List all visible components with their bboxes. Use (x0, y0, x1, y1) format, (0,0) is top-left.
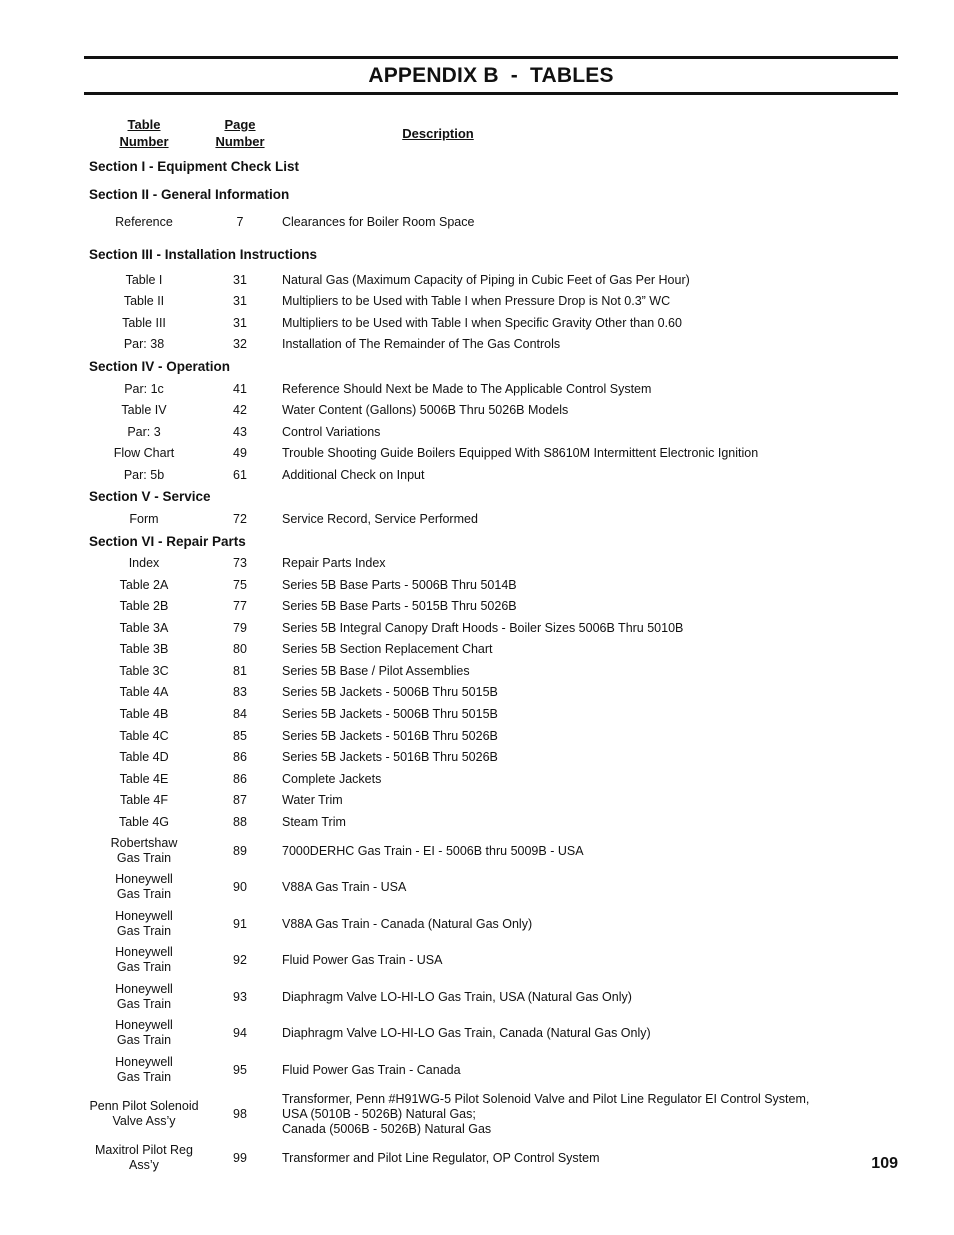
table-number-cell: Table 4B (119, 706, 169, 721)
description-cell: Series 5B Section Replacement Chart (282, 641, 493, 656)
page-number-cell: 42 (233, 402, 247, 417)
page-number-cell: 99 (233, 1150, 247, 1165)
table-number-cell: Flow Chart (113, 445, 175, 460)
table-number-cell: Table 4G (118, 814, 170, 829)
section-heading: Section IV - Operation (89, 359, 231, 374)
description-cell: Transformer and Pilot Line Regulator, OP Control System (282, 1150, 600, 1165)
table-number-cell: Table 2B (119, 598, 169, 613)
description-cell: Multipliers to be Used with Table I when Pressure Drop is Not 0.3” WC (282, 293, 671, 308)
page-title: APPENDIX B - TABLES (368, 63, 614, 87)
table-number-cell: Honeywell Gas Train (115, 872, 173, 901)
description-cell: Clearances for Boiler Room Space (282, 214, 475, 229)
table-row (0, 334, 954, 354)
table-row (0, 553, 954, 573)
table-row (0, 618, 954, 638)
table-row (0, 908, 954, 940)
description-cell: 7000DERHC Gas Train - EI - 5006B thru 5009B - USA (282, 843, 584, 858)
page-number-cell: 73 (233, 555, 247, 570)
table-number-cell: Honeywell Gas Train (115, 1018, 173, 1047)
description-cell: Fluid Power Gas Train - USA (282, 952, 443, 967)
description-cell: Trouble Shooting Guide Boilers Equipped With S8610M Intermittent Electronic Ignition (282, 445, 759, 460)
table-number-cell: Table I (125, 272, 163, 287)
table-row (0, 1054, 954, 1086)
page-number-cell: 61 (233, 467, 247, 482)
description-cell: Steam Trim (282, 814, 346, 829)
page-number-cell: 85 (233, 728, 247, 743)
table-row (0, 1090, 954, 1138)
table-number-cell: Honeywell Gas Train (115, 1055, 173, 1084)
table-number-cell: Robertshaw Gas Train (110, 836, 178, 865)
table-number-cell: Penn Pilot Solenoid Valve Ass’y (89, 1099, 199, 1128)
description-cell: Reference Should Next be Made to The Applicable Control System (282, 381, 652, 396)
table-number-cell: Par: 3 (127, 424, 161, 439)
page-number-cell: 43 (233, 424, 247, 439)
table-number-cell: Honeywell Gas Train (115, 909, 173, 938)
description-cell: Diaphragm Valve LO-HI-LO Gas Train, Canada (Natural Gas Only) (282, 1025, 651, 1040)
description-cell: Natural Gas (Maximum Capacity of Piping in Cubic Feet of Gas Per Hour) (282, 272, 690, 287)
description-cell: Installation of The Remainder of The Gas Controls (282, 336, 561, 351)
page-number-cell: 90 (233, 879, 247, 894)
table-row (0, 704, 954, 724)
table-number-cell: Reference (115, 214, 173, 229)
section-heading: Section II - General Information (89, 187, 290, 202)
table-row (0, 443, 954, 463)
table-row (0, 871, 954, 903)
page-number-cell: 72 (233, 511, 247, 526)
page-number-cell: 95 (233, 1062, 247, 1077)
table-row (0, 1017, 954, 1049)
table-number-cell: Par: 38 (123, 336, 165, 351)
page-number-cell: 92 (233, 952, 247, 967)
section-heading: Section I - Equipment Check List (89, 159, 300, 174)
table-row (0, 726, 954, 746)
table-row (0, 313, 954, 333)
description-cell: Series 5B Jackets - 5016B Thru 5026B (282, 749, 498, 764)
table-row (0, 422, 954, 442)
table-number-cell: Form (129, 511, 159, 526)
page-number-cell: 80 (233, 641, 247, 656)
description-cell: Series 5B Jackets - 5006B Thru 5015B (282, 684, 498, 699)
section-heading: Section VI - Repair Parts (89, 534, 246, 549)
page-number-cell: 94 (233, 1025, 247, 1040)
table-row (0, 747, 954, 767)
page-number-cell: 91 (233, 916, 247, 931)
page-number-cell: 31 (233, 315, 247, 330)
page-number-cell: 83 (233, 684, 247, 699)
table-number-cell: Table 3B (119, 641, 169, 656)
page-number: 109 (871, 1155, 898, 1172)
page-number-cell: 86 (233, 749, 247, 764)
header-description: Description (402, 126, 474, 141)
title-rule-bottom (84, 92, 898, 95)
description-cell: Control Variations (282, 424, 381, 439)
page-number-cell: 86 (233, 771, 247, 786)
page-number-cell: 49 (233, 445, 247, 460)
page-number-cell: 81 (233, 663, 247, 678)
header-table-number: Table Number (119, 117, 169, 149)
table-number-cell: Table 3A (119, 620, 169, 635)
page-number-cell: 7 (236, 214, 244, 229)
table-number-cell: Maxitrol Pilot Reg Ass’y (95, 1143, 193, 1172)
table-number-cell: Table 3C (119, 663, 169, 678)
page-number-cell: 84 (233, 706, 247, 721)
table-row (0, 981, 954, 1013)
table-row (0, 291, 954, 311)
description-cell: Series 5B Base Parts - 5006B Thru 5014B (282, 577, 517, 592)
description-cell: Water Content (Gallons) 5006B Thru 5026B Models (282, 402, 569, 417)
description-cell: Series 5B Base / Pilot Assemblies (282, 663, 470, 678)
page-number-cell: 79 (233, 620, 247, 635)
description-cell: Multipliers to be Used with Table I when Specific Gravity Other than 0.60 (282, 315, 682, 330)
table-row (0, 639, 954, 659)
table-number-cell: Honeywell Gas Train (115, 982, 173, 1011)
table-number-cell: Par: 1c (124, 381, 164, 396)
table-row (0, 682, 954, 702)
table-number-cell: Honeywell Gas Train (115, 945, 173, 974)
table-number-cell: Table 4A (119, 684, 169, 699)
table-row (0, 769, 954, 789)
section-heading: Section V - Service (89, 489, 211, 504)
description-cell: V88A Gas Train - Canada (Natural Gas Only) (282, 916, 533, 931)
table-row (0, 596, 954, 616)
page-number-cell: 77 (233, 598, 247, 613)
description-cell: Series 5B Base Parts - 5015B Thru 5026B (282, 598, 517, 613)
description-cell: Series 5B Integral Canopy Draft Hoods - Boiler Sizes 5006B Thru 5010B (282, 620, 684, 635)
header-page-number: Page Number (215, 117, 265, 149)
table-number-cell: Table 4E (119, 771, 169, 786)
table-row (0, 835, 954, 867)
table-row (0, 790, 954, 810)
page-number-cell: 98 (233, 1106, 247, 1121)
description-cell: Repair Parts Index (282, 555, 386, 570)
description-cell: Series 5B Jackets - 5006B Thru 5015B (282, 706, 498, 721)
description-cell: Diaphragm Valve LO-HI-LO Gas Train, USA (Natural Gas Only) (282, 989, 632, 1004)
table-row (0, 379, 954, 399)
table-row (0, 465, 954, 485)
description-cell: Water Trim (282, 792, 343, 807)
table-row (0, 944, 954, 976)
description-cell: Series 5B Jackets - 5016B Thru 5026B (282, 728, 498, 743)
page-number-cell: 93 (233, 989, 247, 1004)
table-number-cell: Table 4C (119, 728, 169, 743)
description-cell: Complete Jackets (282, 771, 382, 786)
table-row (0, 400, 954, 420)
table-number-cell: Index (128, 555, 160, 570)
table-number-cell: Table 2A (119, 577, 169, 592)
table-row (0, 1142, 954, 1174)
table-number-cell: Table II (123, 293, 165, 308)
description-cell: V88A Gas Train - USA (282, 879, 407, 894)
description-cell: Additional Check on Input (282, 467, 425, 482)
table-row (0, 661, 954, 681)
table-number-cell: Table III (122, 315, 166, 330)
page-number-cell: 32 (233, 336, 247, 351)
section-heading: Section III - Installation Instructions (89, 247, 318, 262)
table-row (0, 270, 954, 290)
page-number-cell: 75 (233, 577, 247, 592)
page-number-cell: 41 (233, 381, 247, 396)
description-cell: Service Record, Service Performed (282, 511, 478, 526)
table-row (0, 812, 954, 832)
table-number-cell: Par: 5b (123, 467, 165, 482)
page-number-cell: 31 (233, 272, 247, 287)
page-number-cell: 31 (233, 293, 247, 308)
description-cell: Fluid Power Gas Train - Canada (282, 1062, 461, 1077)
table-row (0, 509, 954, 529)
table-number-cell: Table IV (121, 402, 167, 417)
page-number-cell: 89 (233, 843, 247, 858)
page-number-cell: 88 (233, 814, 247, 829)
table-number-cell: Table 4D (119, 749, 169, 764)
page-number-cell: 87 (233, 792, 247, 807)
description-cell: Transformer, Penn #H91WG-5 Pilot Solenoid Valve and Pilot Line Regulator EI Control System, USA (5010B - 5026B) Natural Gas; Canada (5006B - 5026B) Natural Gas (282, 1091, 810, 1136)
table-number-cell: Table 4F (120, 792, 168, 807)
table-row (0, 212, 954, 232)
table-row (0, 575, 954, 595)
